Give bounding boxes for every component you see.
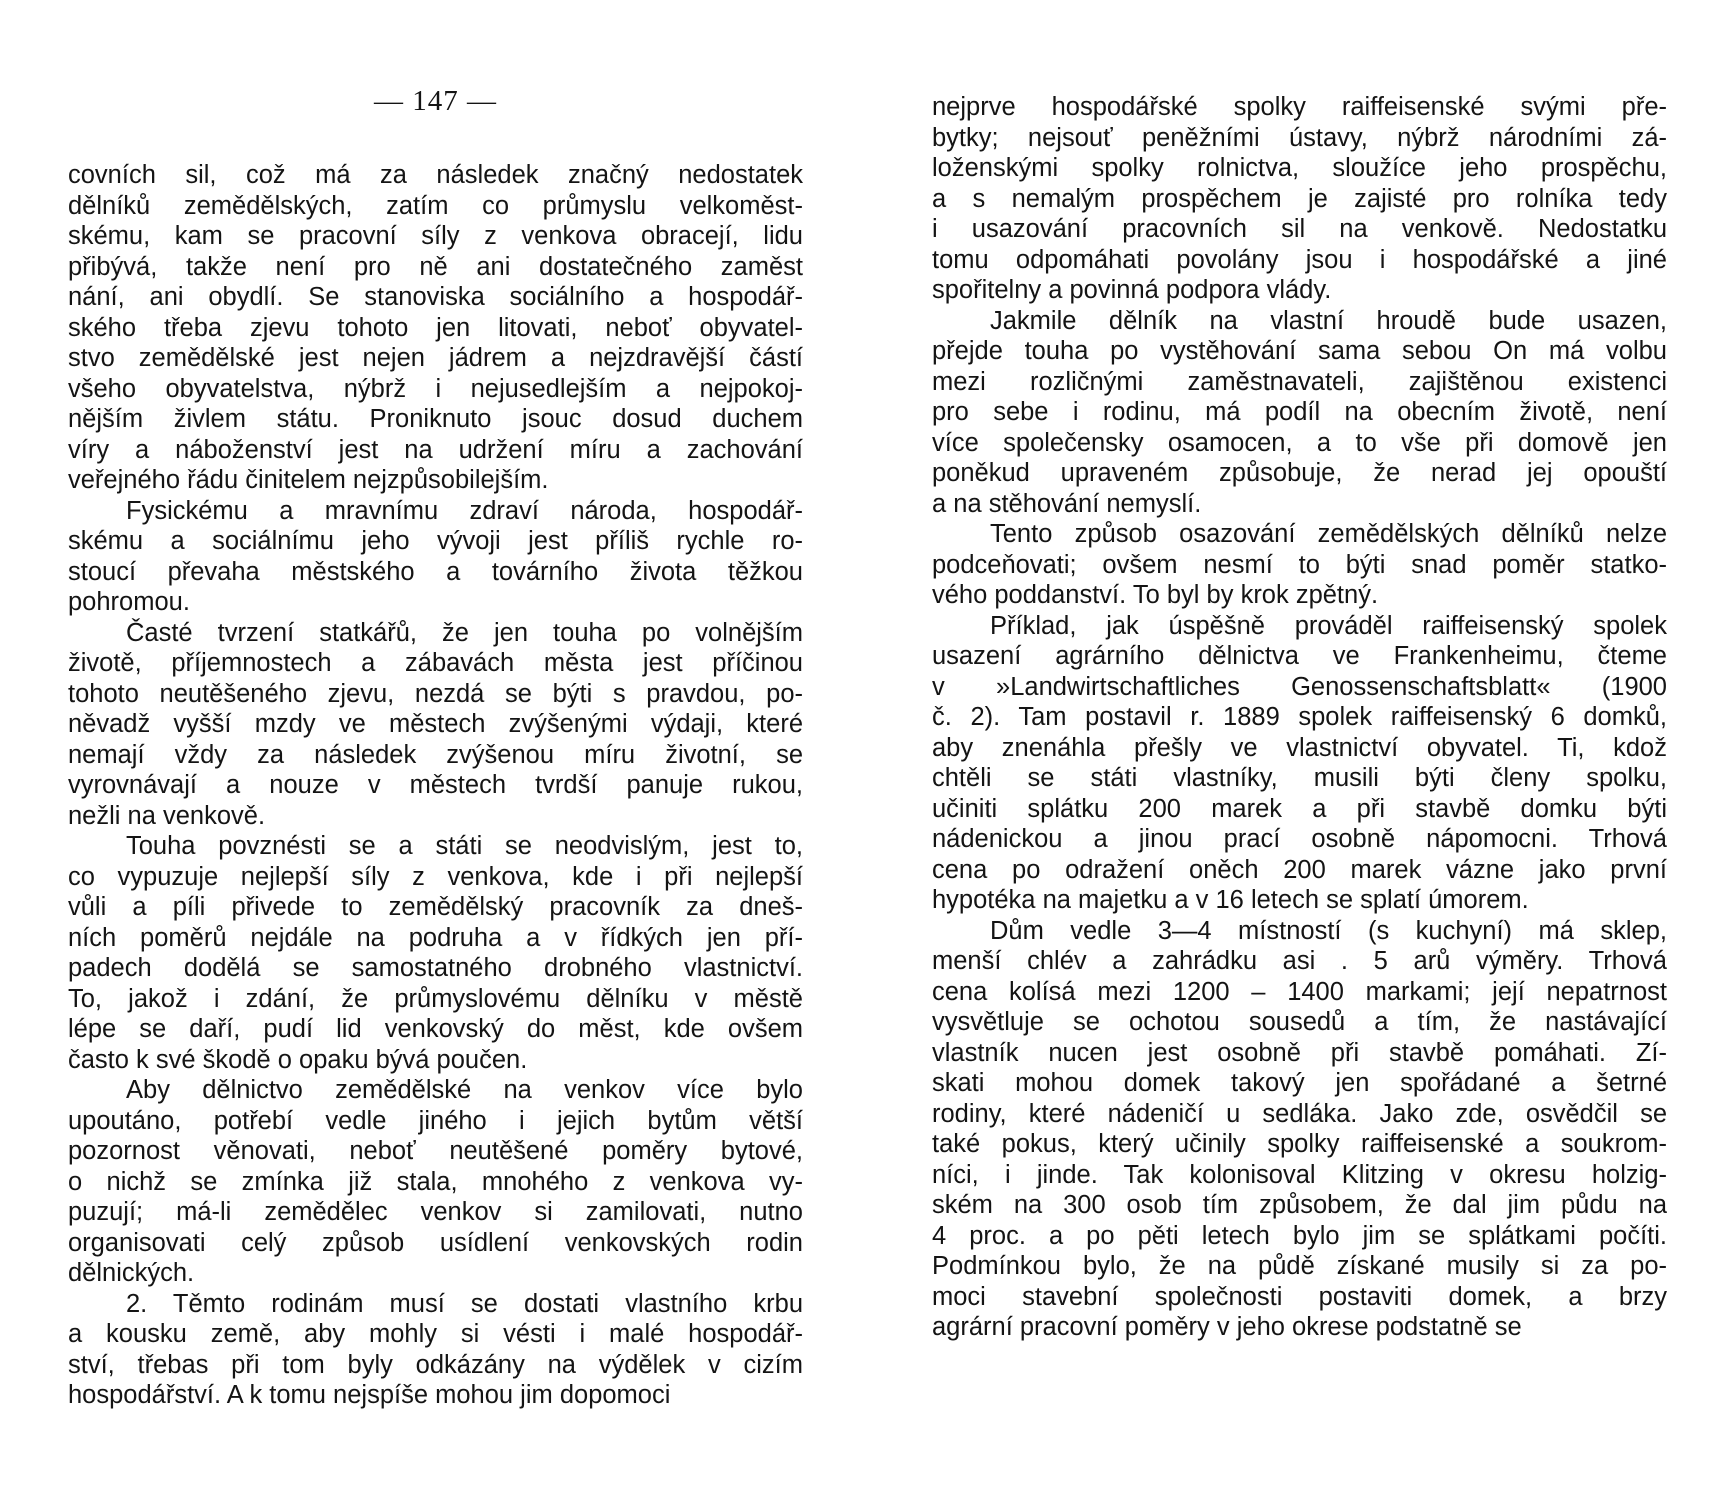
text-line: vlastník nucen jest osobně při stavbě pomáhati. Zí- <box>932 1038 1667 1067</box>
text-line: nemají vždy za následek zvýšenou míru životní, se <box>68 740 803 769</box>
text-line: nežli na venkově. <box>68 801 266 830</box>
text-line: tomu odpomáhati povolány jsou i hospodářské a jiné <box>932 245 1667 274</box>
text-line: všeho obyvatelstva, nýbrž i nejusedlejším a nejpokoj- <box>68 374 803 403</box>
text-line: nejprve hospodářské spolky raiffeisenské svými pře- <box>932 93 1667 121</box>
text-line: a s nemalým prospěchem je zajisté pro rolníka tedy <box>932 184 1667 213</box>
text-line: 4 proc. a po pěti letech bylo jim se splátkami počíti. <box>932 1221 1667 1250</box>
text-line: To, jakož i zdání, že průmyslovému dělníku v městě <box>68 984 803 1013</box>
text-line: i usazování pracovních sil na venkově. Nedostatku <box>932 215 1667 243</box>
text-line: stoucí převaha městského a továrního života těžkou <box>68 557 803 586</box>
text-line: poněkud upraveném způsobuje, že nerad jej opouští <box>932 459 1667 487</box>
text-line: Touha povznésti se a státi se neodvislým, jest to, <box>126 832 803 860</box>
text-line: víry a náboženství jest na udržení míru a zachování <box>68 435 803 464</box>
text-line: cena kolísá mezi 1200 – 1400 markami; její nepatrnost <box>932 977 1667 1006</box>
text-line: dělníků zemědělských, zatím co průmyslu velkoměst- <box>68 191 803 220</box>
paragraph <box>932 92 1667 306</box>
text-line: hypotéka na majetku a v 16 letech se splatí úmorem. <box>932 886 1529 914</box>
paragraph <box>932 306 1667 520</box>
text-line: cena po odražení oněch 200 marek vázne jako první <box>932 855 1667 884</box>
paragraph <box>932 611 1667 916</box>
text-line: upoutáno, potřebí vedle jiného i jejich bytům větší <box>68 1106 803 1135</box>
text-line: spořitelny a povinná podpora vlády. <box>932 276 1332 304</box>
text-line: ních poměrů nejdále na podruha a v řídkých jen pří- <box>68 923 803 952</box>
text-line: covních sil, což má za následek značný nedostatek <box>68 161 803 189</box>
left-page-text <box>68 160 803 1411</box>
paragraph <box>68 160 803 496</box>
text-line: přejde touha po vystěhování sama sebou On má volbu <box>932 337 1667 365</box>
text-line: bytky; nejsouť peněžními ústavy, nýbrž národními zá- <box>932 123 1667 152</box>
text-line: vůli a píli přivede to zemědělský pracovník za dneš- <box>68 893 803 921</box>
text-line: organisovati celý způsob usídlení venkovských rodin <box>68 1228 803 1257</box>
text-line: něvadž vyšší mzdy ve městech zvýšenými výdaji, které <box>68 710 803 738</box>
text-line: Příklad, jak úspěšně prováděl raiffeisenský spolek <box>990 611 1667 640</box>
text-line: níci, i jinde. Tak kolonisoval Klitzing v okresu holzig- <box>932 1160 1667 1189</box>
page-number: — 147 — <box>374 85 497 117</box>
text-line: Fysickému a mravnímu zdraví národa, hospodář- <box>126 496 803 525</box>
text-line: dělnických. <box>68 1259 195 1287</box>
text-line: Dům vedle 3—4 místností (s kuchyní) má sklep, <box>990 916 1667 945</box>
text-line: více společensky osamocen, a to vše při domově jen <box>932 428 1667 457</box>
text-line: agrární pracovní poměry v jeho okrese podstatně se <box>932 1313 1522 1341</box>
text-line: ského třeba zjevu tohoto jen litovati, neboť obyvatel- <box>68 313 803 342</box>
paragraph <box>68 1289 803 1411</box>
text-line: pro sebe i rodinu, má podíl na obecním životě, není <box>932 398 1667 426</box>
text-line: stvo zemědělské jest nejen jádrem a nejzdravější částí <box>68 344 803 372</box>
text-line: usazení agrárního dělnictva ve Frankenheimu, čteme <box>932 642 1667 670</box>
text-line: často k své škodě o opaku bývá poučen. <box>68 1045 528 1074</box>
text-line: nání, ani obydlí. Se stanoviska sociálního a hospodář- <box>68 283 803 311</box>
text-line: č. 2). Tam postavil r. 1889 spolek raiffeisenský 6 domků, <box>932 703 1667 731</box>
text-line: v »Landwirtschaftliches Genossenschaftsblatt« (1900 <box>932 672 1667 701</box>
text-line: hospodářství. A k tomu nejspíše mohou jim dopomoci <box>68 1381 671 1409</box>
text-line: padech dodělá se samostatného drobného vlastnictví. <box>68 954 803 982</box>
text-line: aby znenáhla přešly ve vlastnictví obyvatel. Ti, kdož <box>932 733 1667 762</box>
text-line: menší chlév a zahrádku asi . 5 arů výměry. Trhová <box>932 947 1667 975</box>
text-line: učiniti splátku 200 marek a při stavbě domku býti <box>932 794 1667 823</box>
text-line: lépe se daří, pudí lid venkovský do měst, kde ovšem <box>68 1015 803 1043</box>
paragraph <box>932 519 1667 611</box>
text-line: rodiny, které nádeničí u sedláka. Jako zde, osvědčil se <box>932 1099 1667 1128</box>
paragraph <box>932 916 1667 1343</box>
paragraph <box>68 1075 803 1289</box>
text-line: Aby dělnictvo zemědělské na venkov více bylo <box>126 1076 803 1104</box>
text-line: Časté tvrzení statkářů, že jen touha po volnějším <box>126 618 803 647</box>
text-line: přibývá, takže není pro ně ani dostatečného zaměst <box>68 252 803 281</box>
text-line: puzují; má-li zemědělec venkov si zamilovati, nutno <box>68 1198 803 1226</box>
text-line: vého poddanství. To byl by krok zpětný. <box>932 581 1379 609</box>
paragraph <box>68 831 803 1075</box>
text-line: podceňovati; ovšem nesmí to býti snad poměr statko- <box>932 550 1667 579</box>
text-line: nádenickou a jinou prací osobně nápomocni. Trhová <box>932 825 1667 853</box>
text-line: také pokus, který učinily spolky raiffeisenské a soukrom- <box>932 1130 1667 1158</box>
text-line: Podmínkou bylo, že na půdě získané musily si za po- <box>932 1252 1667 1280</box>
text-line: tohoto neutěšeného zjevu, nezdá se býti s pravdou, po- <box>68 679 803 708</box>
text-line: ském na 300 osob tím způsobem, že dal jim půdu na <box>932 1191 1667 1219</box>
paragraph <box>68 496 803 618</box>
text-line: ství, třebas při tom byly odkázány na výdělek v cizím <box>68 1350 803 1379</box>
text-line: skému a sociálnímu jeho vývoji jest příliš rychle ro- <box>68 527 803 555</box>
text-line: nějším živlem státu. Proniknuto jsouc dosud duchem <box>68 405 803 433</box>
text-line: o nichž se zmínka již stala, mnohého z venkova vy- <box>68 1167 803 1196</box>
right-page-text <box>932 92 1667 1343</box>
text-line: 2. Těmto rodinám musí se dostati vlastního krbu <box>126 1289 803 1318</box>
text-line: chtěli se státi vlastníky, musili býti členy spolku, <box>932 764 1667 792</box>
text-line: a na stěhování nemyslí. <box>932 489 1202 518</box>
text-line: a kousku země, aby mohly si vésti i malé hospodář- <box>68 1320 803 1348</box>
paragraph <box>68 618 803 832</box>
text-line: co vypuzuje nejlepší síly z venkova, kde i při nejlepší <box>68 862 803 891</box>
text-line: skému, kam se pracovní síly z venkova obracejí, lidu <box>68 222 803 250</box>
text-line: skati mohou domek takový jen spořádané a šetrné <box>932 1069 1667 1097</box>
text-line: mezi rozličnými zaměstnavateli, zajištěnou existenci <box>932 367 1667 396</box>
text-line: veřejného řádu činitelem nejzpůsobilejším. <box>68 466 549 494</box>
text-line: loženskými spolky rolnictva, sloužíce jeho prospěchu, <box>932 154 1667 182</box>
text-line: pohromou. <box>68 588 190 616</box>
text-line: vyrovnávají a nouze v městech tvrdší panuje rukou, <box>68 771 803 799</box>
text-line: pozornost věnovati, neboť neutěšené poměry bytové, <box>68 1137 803 1165</box>
text-line: moci stavební společnosti postaviti domek, a brzy <box>932 1282 1667 1311</box>
text-line: Jakmile dělník na vlastní hroudě bude usazen, <box>990 306 1667 335</box>
text-line: životě, příjemnostech a zábavách města jest příčinou <box>68 649 803 677</box>
text-line: Tento způsob osazování zemědělských dělníků nelze <box>990 520 1667 548</box>
text-line: vysvětluje se ochotou sousedů a tím, že nastávající <box>932 1008 1667 1036</box>
